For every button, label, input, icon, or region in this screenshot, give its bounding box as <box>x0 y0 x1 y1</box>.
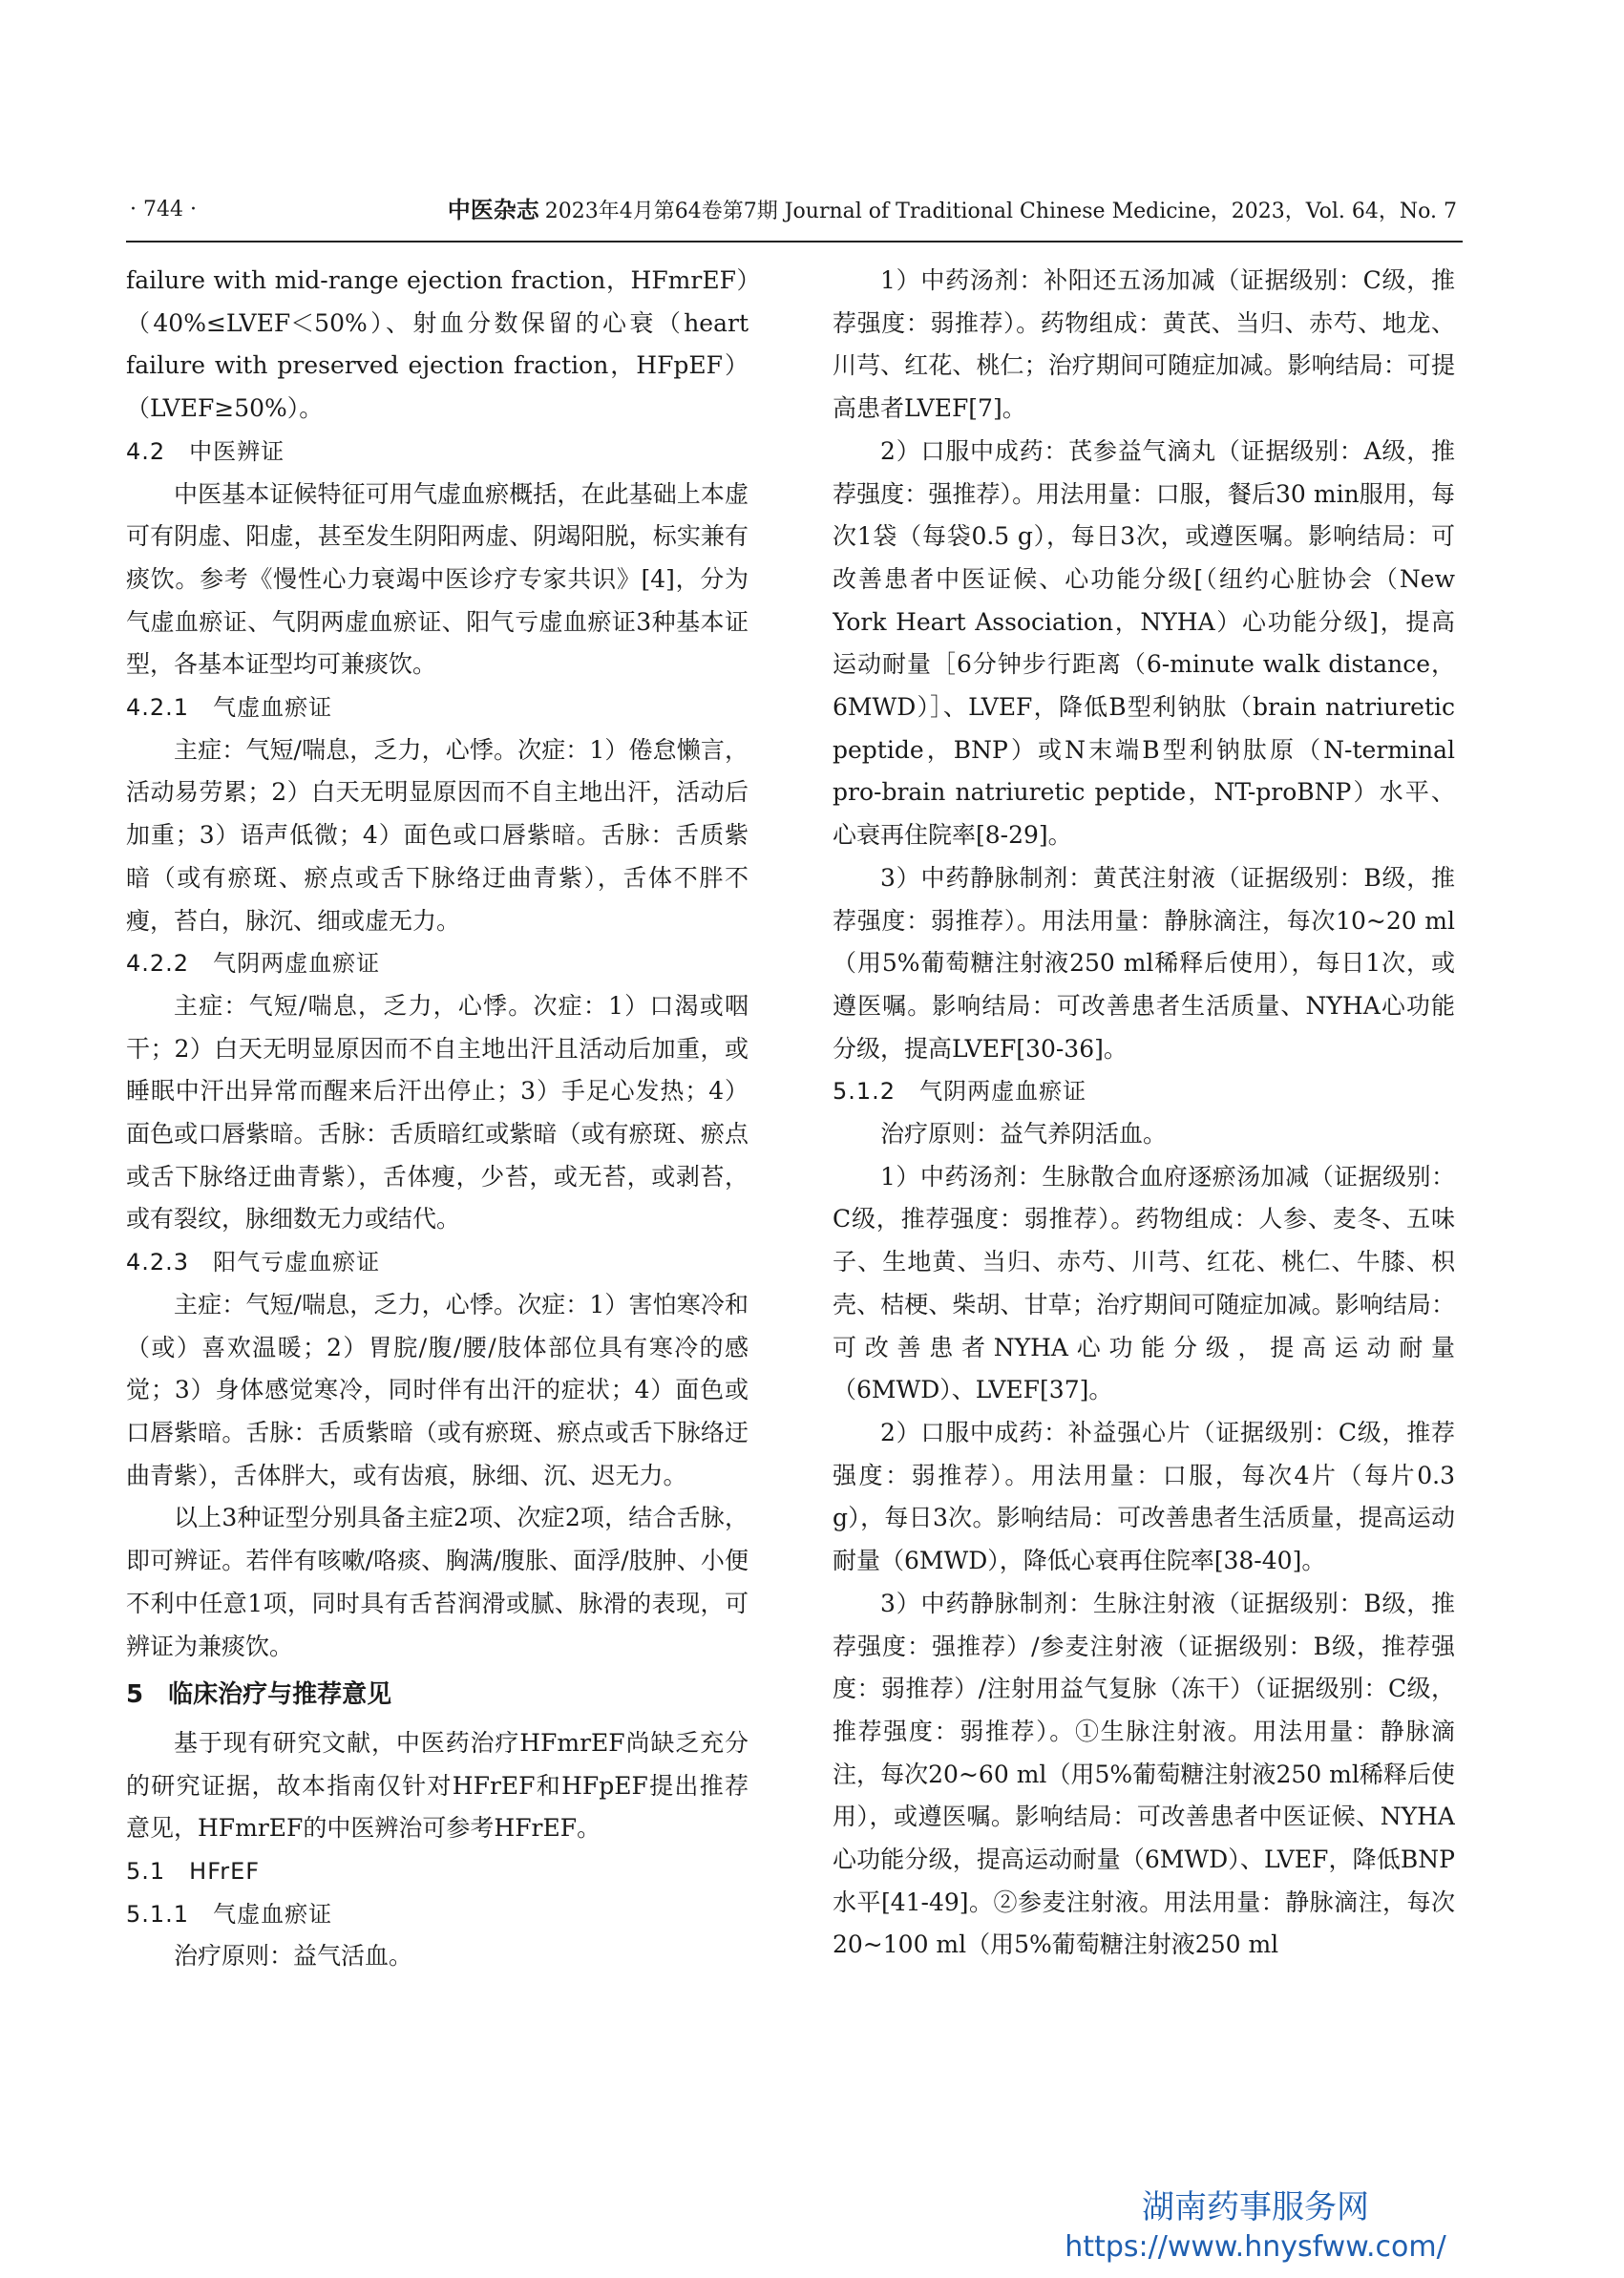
section-heading: 5.1 HFrEF <box>126 1858 261 1886</box>
running-head <box>126 191 1463 229</box>
paragraph: 3）中药静脉制剂：黄芪注射液（证据级别：B级，推荐强度：弱推荐）。用法用量：静脉滴注，每次10~20 ml（用5%葡萄糖注射液250 ml稀释后使用），每日1次，或遵医嘱。影响结局：可改善患者生活质量、NYHA心功能分级，提高LVEF[30-36]。 <box>833 863 1455 1063</box>
paragraph: failure with mid-range ejection fraction，HFmrEF）（40%≤LVEF＜50%）、射血分数保留的心衰（heart failure with preserved ejection fraction，HFpEF）（LVEF≥50%）。 <box>126 266 749 423</box>
paragraph: 中医基本证候特征可用气虚血瘀概括，在此基础上本虚可有阴虚、阳虚，甚至发生阴阳两虚、阴竭阳脱，标实兼有痰饮。参考《慢性心力衰竭中医诊疗专家共识》[4]，分为气虚血瘀证、气阴两虚血瘀证、阳气亏虚血瘀证3种基本证型，各基本证型均可兼痰饮。 <box>126 479 749 679</box>
paragraph: 2）口服中成药：补益强心片（证据级别：C级，推荐强度：弱推荐）。用法用量：口服，每次4片（每片0.3 g），每日3次。影响结局：可改善患者生活质量，提高运动耐量（6MWD），降低心衰再住院率[38-40]。 <box>833 1418 1455 1575</box>
watermark-name: 湖南药事服务网 <box>1142 2188 1369 2226</box>
watermark <box>1041 2186 1470 2278</box>
page-number: · 744 · <box>130 198 197 221</box>
issue-info: 2023年4月第64卷第7期 Journal of Traditional Chinese Medicine，2023，Vol. 64，No. 7 <box>544 200 1457 223</box>
left-column <box>126 260 749 2150</box>
section-heading: 5.1.1 气虚血瘀证 <box>126 1900 333 1928</box>
paragraph: 以上3种证型分别具备主症2项、次症2项，结合舌脉，即可辨证。若伴有咳嗽/咯痰、胸满/腹胀、面浮/肢肿、小便不利中任意1项，同时具有舌苔润滑或腻、脉滑的表现，可辨证为兼痰饮。 <box>126 1504 749 1660</box>
paragraph: 治疗原则：益气活血。 <box>174 1942 413 1971</box>
paragraph: 基于现有研究文献，中医药治疗HFmrEF尚缺乏充分的研究证据，故本指南仅针对HFrEF和HFpEF提出推荐意见，HFmrEF的中医辨治可参考HFrEF。 <box>126 1728 749 1843</box>
paragraph: 主症：气短/喘息，乏力，心悸。次症：1）口渴或咽干；2）白天无明显原因而不自主地出汗且活动后加重，或睡眠中汗出异常而醒来后汗出停止；3）手足心发热；4）面色或口唇紫暗。舌脉：舌质暗红或紫暗（或有瘀斑、瘀点或舌下脉络迂曲青紫），舌体瘦，少苔，或无苔，或剥苔，或有裂纹，脉细数无力或结代。 <box>126 991 749 1234</box>
section-heading: 4.2 中医辨证 <box>126 437 285 465</box>
journal-line <box>448 191 1457 231</box>
right-column <box>833 260 1455 2150</box>
section-heading: 4.2.2 气阴两虚血瘀证 <box>126 950 381 978</box>
paragraph: 1）中药汤剂：补阳还五汤加减（证据级别：C级，推荐强度：弱推荐）。药物组成：黄芪、当归、赤芍、地龙、川芎、红花、桃仁；治疗期间可随症加减。影响结局：可提高患者LVEF[7]。 <box>833 266 1455 423</box>
header-rule <box>126 241 1463 243</box>
section-heading: 4.2.3 阳气亏虚血瘀证 <box>126 1249 381 1276</box>
paragraph: 主症：气短/喘息，乏力，心悸。次症：1）害怕寒冷和（或）喜欢温暖；2）胃脘/腹/腰/肢体部位具有寒冷的感觉；3）身体感觉寒冷，同时伴有出汗的症状；4）面色或口唇紫暗。舌脉：舌质紫暗（或有瘀斑、瘀点或舌下脉络迂曲青紫），舌体胖大，或有齿痕，脉细、沉、迟无力。 <box>126 1290 749 1489</box>
main-section-heading: 5 临床治疗与推荐意见 <box>126 1680 392 1710</box>
paragraph: 治疗原则：益气养阴活血。 <box>880 1120 1168 1149</box>
paragraph: 1）中药汤剂：生脉散合血府逐瘀汤加减（证据级别：C级，推荐强度：弱推荐）。药物组成：人参、麦冬、五味子、生地黄、当归、赤芍、川芎、红花、桃仁、牛膝、枳壳、桔梗、柴胡、甘草；治疗期间可随症加减。影响结局：可改善患者NYHA心功能分级，提高运动耐量（6MWD）、LVEF[37]。 <box>833 1162 1455 1404</box>
section-heading: 5.1.2 气阴两虚血瘀证 <box>833 1078 1087 1106</box>
journal-title: 中医杂志 <box>447 197 539 223</box>
paragraph: 3）中药静脉制剂：生脉注射液（证据级别：B级，推荐强度：强推荐）/参麦注射液（证据级别：B级，推荐强度：弱推荐）/注射用益气复脉（冻干）（证据级别：C级，推荐强度：弱推荐）。①生脉注射液。用法用量：静脉滴注，每次20~60 ml（用5%葡萄糖注射液250 ml稀释后使用），或遵医嘱。影响结局：可改善患者中医证候、NYHA心功能分级，提高运动耐量（6MWD）、LVEF，降低BNP水平[41-49]。②参麦注射液。用法用量：静脉滴注，每次20~100 ml（用5%葡萄糖注射液250 ml <box>833 1589 1455 1959</box>
paragraph: 2）口服中成药：芪参益气滴丸（证据级别：A级，推荐强度：强推荐）。用法用量：口服，餐后30 min服用，每次1袋（每袋0.5 g），每日3次，或遵医嘱。影响结局：可改善患者中医证候、心功能分级[（纽约心脏协会（New York Heart Association，NYHA）心功能分级]，提高运动耐量［6分钟步行距离（6-minute walk distance，6MWD）］、LVEF，降低B型利钠肽（brain natriuretic peptide，BNP）或N末端B型利钠肽原（N-terminal pro-brain natriuretic peptide，NT-proBNP）水平、心衰再住院率[8-29]。 <box>833 436 1455 850</box>
section-heading: 4.2.1 气虚血瘀证 <box>126 694 333 722</box>
watermark-url[interactable]: https://www.hnysfww.com/ <box>1065 2230 1446 2264</box>
paragraph: 主症：气短/喘息，乏力，心悸。次症：1）倦怠懒言，活动易劳累；2）白天无明显原因而不自主地出汗，活动后加重；3）语声低微；4）面色或口唇紫暗。舌脉：舌质紫暗（或有瘀斑、瘀点或舌下脉络迂曲青紫），舌体不胖不瘦，苔白，脉沉、细或虚无力。 <box>126 735 749 935</box>
